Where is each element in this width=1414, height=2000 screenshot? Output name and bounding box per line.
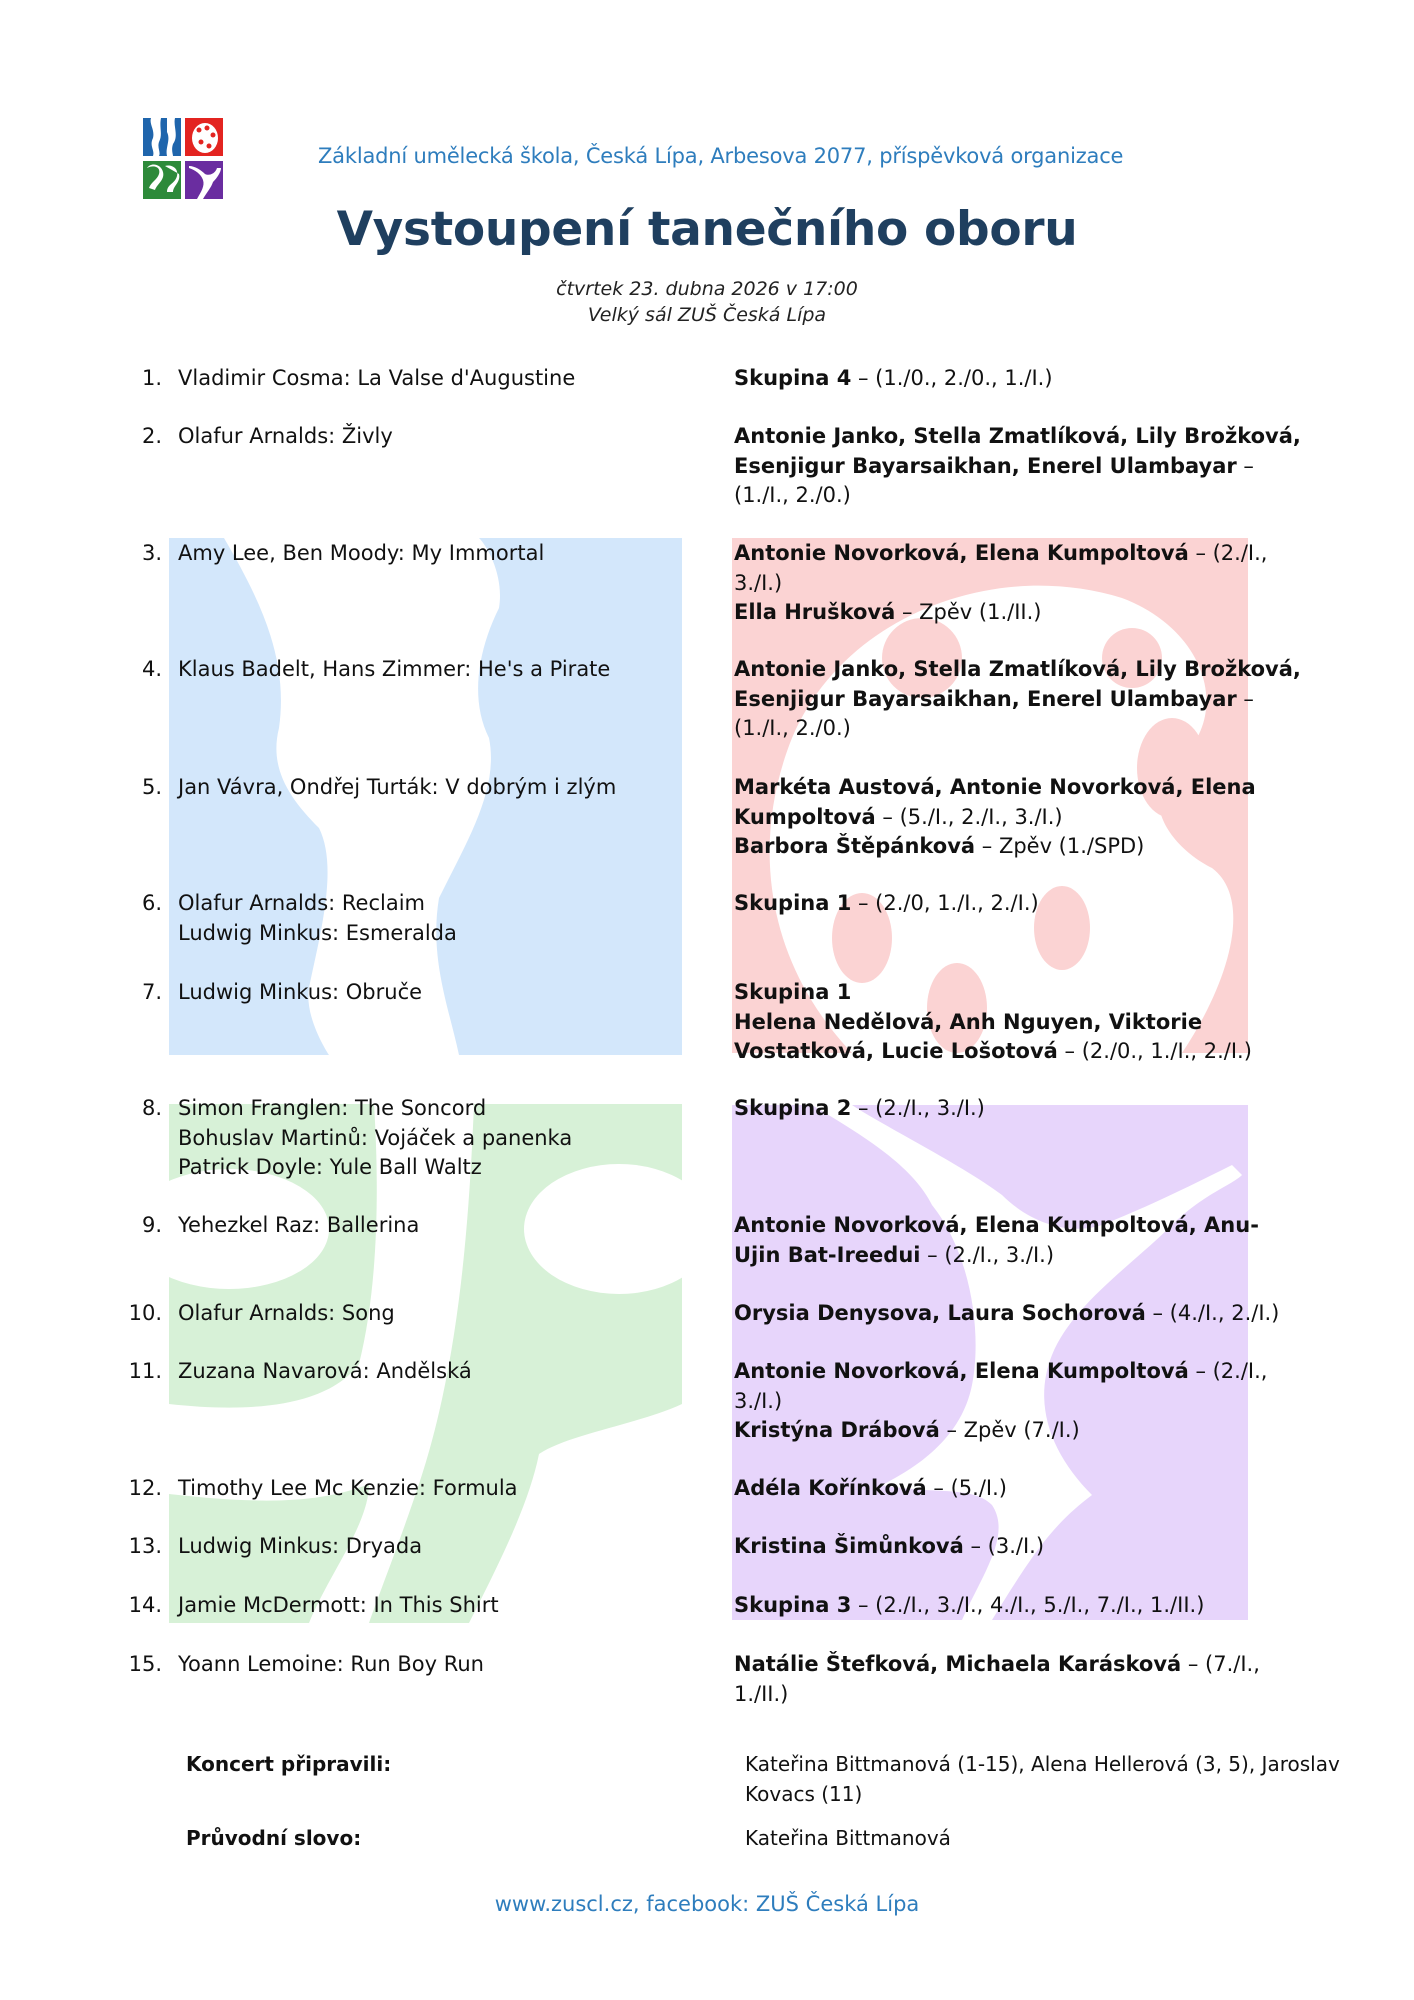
performer-classes: – (2./0, 1./I., 2./I.) [851,891,1039,915]
piece-titles [178,1650,698,1680]
performers [734,773,1304,862]
item-number: 4. [141,657,162,681]
performer-names: Natálie Štefková, Michaela Karásková [734,1652,1182,1676]
performer-line [734,1591,1304,1621]
piece-title: Amy Lee, Ben Moody: My Immortal [178,541,545,565]
performer-classes: – (2./I., 3./I.) [851,1096,985,1120]
performer-names: Antonie Janko, Stella Zmatlíková, Lily Brožková, Esenjigur Bayarsaikhan, Enerel Ulambayar [734,424,1301,478]
performer-classes: – (2./I., 3./I.) [734,1359,1268,1413]
performer-names: Kristýna Drábová [734,1418,940,1442]
performer-names: Adéla Kořínková [734,1476,927,1500]
performers [734,539,1304,628]
event-date: čtvrtek 23. dubna 2026 v 17:00 [556,278,858,300]
item-number: 10. [128,1301,162,1325]
piece-titles [178,1532,698,1562]
piece-titles [178,422,698,452]
performer-names: Skupina 1 [734,891,852,915]
performer-names: Skupina 2 [734,1096,852,1120]
credits-speaker-label: Průvodní slovo: [186,1826,362,1850]
piece-title: Timothy Lee Mc Kenzie: Formula [178,1476,518,1500]
item-number: 11. [128,1359,162,1383]
performer-line [734,1211,1304,1270]
item-number: 7. [141,980,162,1004]
piece-title: Simon Franglen: The Soncord [178,1096,487,1120]
performer-classes: – (4./I., 2./I.) [1145,1301,1280,1325]
performer-line [734,539,1304,598]
performer-names: Markéta Austová, Antonie Novorková, Elena Kumpoltová [734,775,1256,829]
footer-links[interactable]: www.zuscl.cz, facebook: ZUŠ Česká Lípa [494,1892,920,1916]
item-number: 15. [128,1652,162,1676]
performer-line [734,1650,1304,1709]
credits-prepared-label: Koncert připravili: [186,1752,392,1776]
piece-title: Yehezkel Raz: Ballerina [178,1213,420,1237]
performer-classes: – (1./0., 2./0., 1./I.) [851,366,1053,390]
performer-names: Kristina Šimůnková [734,1534,964,1558]
performer-classes: – Zpěv (1./II.) [895,600,1042,624]
performer-classes: – (2./I., 3./I.) [920,1242,1055,1267]
piece-titles [178,1591,698,1621]
performer-names: Antonie Novorková, Elena Kumpoltová [734,541,1189,565]
piece-titles [178,1299,698,1329]
piece-title: Olafur Arnalds: Song [178,1301,395,1325]
performer-classes: – (2./I., 3./I.) [734,541,1268,595]
piece-titles [178,655,698,685]
performer-classes: – Zpěv (7./I.) [939,1418,1080,1442]
item-number: 5. [141,775,162,799]
piece-titles [178,889,698,948]
item-number: 1. [141,366,162,390]
performer-line [734,1299,1304,1329]
piece-titles [178,364,698,394]
piece-titles [178,978,698,1008]
performers [734,655,1304,744]
performer-line [734,422,1304,511]
performer-line [734,889,1304,919]
piece-title: Bohuslav Martinů: Vojáček a panenka [178,1125,573,1150]
performer-classes: – (7./I., 1./II.) [734,1652,1260,1706]
performers [734,1094,1304,1124]
page-title: Vystoupení tanečního oboru [336,202,1078,257]
item-number: 13. [128,1534,162,1558]
performer-line [734,1416,1304,1446]
school-name: Základní umělecká škola, Česká Lípa, Arbesova 2077, příspěvková organizace [318,144,1124,168]
piece-title: Ludwig Minkus: Dryada [178,1534,423,1558]
piece-title: Patrick Doyle: Yule Ball Waltz [178,1155,482,1179]
item-number: 2. [141,424,162,448]
piece-title: Olafur Arnalds: Živly [178,424,393,448]
performer-classes: – (1./I., 2./0.) [734,453,1254,507]
performer-names: Helena Nedělová, Anh Nguyen, Viktorie Vostatková, Lucie Lošotová [734,1009,1203,1063]
performer-line [734,1474,1304,1504]
item-number: 6. [141,891,162,915]
performer-names: Antonie Novorková, Elena Kumpoltová, Anu-Ujin Bat-Ireedui [734,1213,1259,1267]
performers [734,364,1304,394]
piece-title: Jan Vávra, Ondřej Turták: V dobrým i zlým [178,775,617,799]
credits-prepared-value: Kateřina Bittmanová (1-15), Alena Hellerová (3, 5), Jaroslav Kovacs (11) [745,1752,1340,1806]
event-venue: Velký sál ZUŠ Česká Lípa [587,304,827,326]
piece-title: Jamie McDermott: In This Shirt [178,1593,499,1617]
performer-names: Antonie Novorková, Elena Kumpoltová [734,1359,1189,1383]
performer-line [734,1357,1304,1416]
piece-titles [178,1094,698,1183]
performer-names: Antonie Janko, Stella Zmatlíková, Lily Brožková, Esenjigur Bayarsaikhan, Enerel Ulambayar [734,657,1301,711]
piece-titles [178,773,698,803]
school-logo [143,118,223,199]
performers [734,1591,1304,1621]
performer-classes: – (2./I., 3./I., 4./I., 5./I., 7./I., 1./II.) [851,1593,1205,1617]
piece-title: Ludwig Minkus: Esmeralda [178,920,457,945]
performer-line [734,655,1304,744]
performer-names: Skupina 4 [734,366,852,390]
piece-titles [178,1211,698,1241]
performer-classes: – (1./I., 2./0.) [734,686,1254,740]
performer-line [734,598,1304,628]
performer-line [734,364,1304,394]
performer-line [734,1094,1304,1124]
item-number: 9. [141,1213,162,1237]
performer-line [734,978,1304,1008]
performer-names: Skupina 3 [734,1593,852,1617]
piece-titles [178,1474,698,1504]
piece-title: Olafur Arnalds: Reclaim [178,891,426,915]
performers [734,1299,1304,1329]
item-number: 14. [128,1593,162,1617]
performer-names: Orysia Denysova, Laura Sochorová [734,1301,1146,1325]
performers [734,1474,1304,1504]
performer-classes: – (2./0., 1./I., 2./I.) [1057,1039,1252,1063]
performers [734,1650,1304,1709]
performer-names: Barbora Štěpánková [734,834,976,858]
performers [734,1357,1304,1446]
piece-titles [178,1357,698,1387]
item-number: 12. [128,1476,162,1500]
performer-line [734,1008,1304,1067]
piece-title: Yoann Lemoine: Run Boy Run [178,1652,484,1676]
performer-names: Ella Hrušková [734,600,896,624]
performer-line [734,773,1304,832]
performer-line [734,1532,1304,1562]
piece-title: Zuzana Navarová: Andělská [178,1359,472,1383]
piece-title: Klaus Badelt, Hans Zimmer: He's a Pirate [178,657,611,681]
credits-speaker-value: Kateřina Bittmanová [745,1826,951,1850]
performers [734,978,1304,1067]
performer-line [734,832,1304,862]
performers [734,1532,1304,1562]
piece-title: Vladimir Cosma: La Valse d'Augustine [178,366,576,390]
performers [734,889,1304,919]
item-number: 3. [141,541,162,565]
performers [734,422,1304,511]
piece-title: Ludwig Minkus: Obruče [178,980,423,1004]
performer-classes: – (5./I., 2./I., 3./I.) [875,804,1063,829]
performer-names: Skupina 1 [734,980,852,1004]
performer-classes: – Zpěv (1./SPD) [975,834,1145,858]
piece-titles [178,539,698,569]
performers [734,1211,1304,1270]
performer-classes: – (3./I.) [963,1534,1045,1558]
performer-classes: – (5./I.) [926,1476,1007,1500]
item-number: 8. [141,1096,162,1120]
